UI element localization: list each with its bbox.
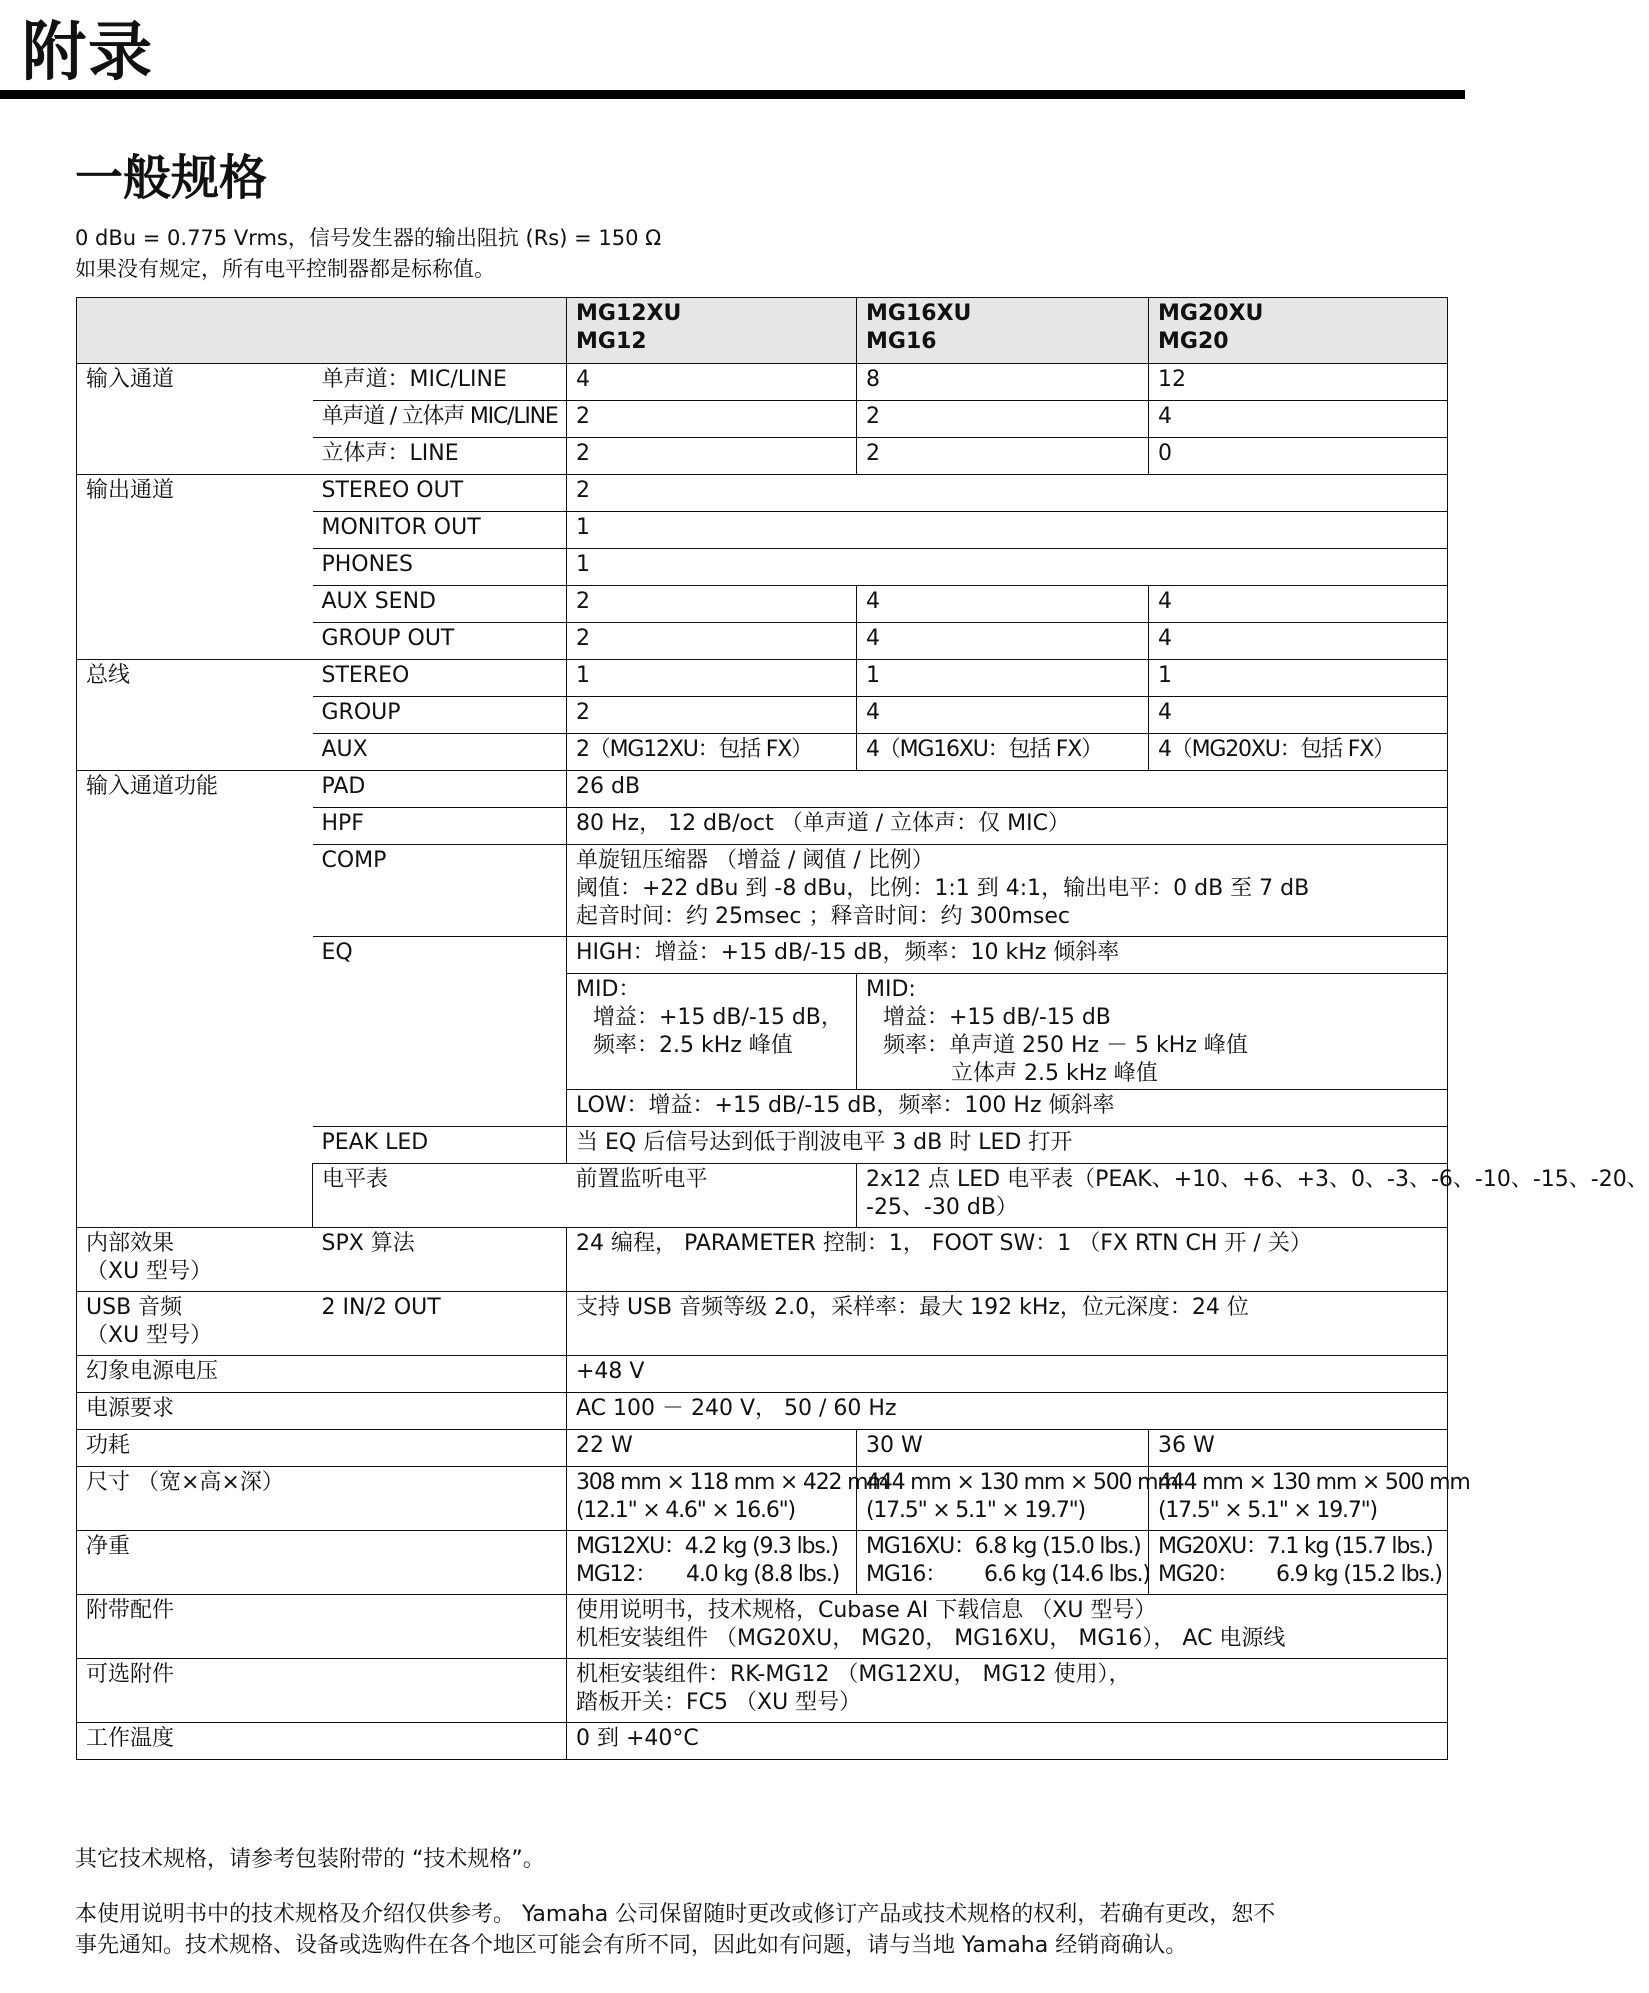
row-label: HPF	[313, 808, 567, 845]
row-label: PAD	[313, 771, 567, 808]
cell: 2（MG12XU：包括 FX）	[567, 734, 857, 771]
row-label: 2 IN/2 OUT	[313, 1292, 567, 1356]
cell: 1	[1149, 660, 1448, 697]
table-row	[77, 1467, 1448, 1531]
cell: 0	[1149, 438, 1448, 475]
cell: 2	[567, 697, 857, 734]
model-header: MG16XU MG16	[857, 298, 1149, 364]
cell: 2	[567, 623, 857, 660]
cell: 4	[857, 623, 1149, 660]
cell: MG16XU：6.8 kg (15.0 lbs.) MG16： 6.6 kg (14.6 lbs.)	[857, 1531, 1149, 1595]
table-header-row	[77, 298, 1448, 364]
group-label: 总线	[77, 660, 313, 771]
cell: 单旋钮压缩器 （增益 / 阈值 / 比例） 阈值：+22 dBu 到 -8 dBu，比例：1:1 到 4:1，输出电平：0 dB 至 7 dB 起音时间：约 25msec ；释音时间：约 300msec	[567, 845, 1448, 937]
row-label: EQ	[313, 937, 567, 1127]
row-label: AUX SEND	[313, 586, 567, 623]
group-label: 尺寸 （宽×高×深）	[77, 1467, 567, 1531]
cell: AC 100 － 240 V， 50 / 60 Hz	[567, 1393, 1448, 1430]
cell: LOW：增益：+15 dB/-15 dB，频率：100 Hz 倾斜率	[567, 1090, 1448, 1127]
cell: 4	[857, 586, 1149, 623]
intro-text	[75, 223, 661, 285]
row-label: PEAK LED	[313, 1127, 567, 1164]
table-row	[77, 1356, 1448, 1393]
cell: 30 W	[857, 1430, 1149, 1467]
disclaimer-line: 本使用说明书中的技术规格及介绍仅供参考。 Yamaha 公司保留随时更改或修订产品或技术规格的权利，若确有更改，恕不	[75, 1902, 1276, 1927]
table-row	[77, 1659, 1448, 1723]
cell: 支持 USB 音频等级 2.0，采样率：最大 192 kHz，位元深度：24 位	[567, 1292, 1448, 1356]
cell: 4	[857, 697, 1149, 734]
row-label: AUX	[313, 734, 567, 771]
group-label: 输入通道	[77, 364, 313, 475]
table-row	[77, 1723, 1448, 1760]
row-label: 单声道 / 立体声 MIC/LINE	[313, 401, 567, 438]
cell: MID: 增益：+15 dB/-15 dB 频率：单声道 250 Hz － 5 kHz 峰值 立体声 2.5 kHz 峰值	[857, 974, 1448, 1090]
group-label: 工作温度	[77, 1723, 567, 1760]
cell: 1	[567, 660, 857, 697]
group-label: 幻象电源电压	[77, 1356, 567, 1393]
cell: 4	[1149, 697, 1448, 734]
table-row	[77, 1292, 1448, 1356]
group-label: 净重	[77, 1531, 567, 1595]
row-label: 立体声：LINE	[313, 438, 567, 475]
table-row	[77, 1393, 1448, 1430]
cell: 12	[1149, 364, 1448, 401]
cell: 26 dB	[567, 771, 1448, 808]
header-empty-cell	[77, 298, 567, 364]
cell: 308 mm × 118 mm × 422 mm (12.1" × 4.6" × 16.6")	[567, 1467, 857, 1531]
row-label: PHONES	[313, 549, 567, 586]
cell: MID： 增益：+15 dB/-15 dB， 频率：2.5 kHz 峰值	[567, 974, 857, 1090]
cell: 4	[1149, 586, 1448, 623]
row-label: GROUP	[313, 697, 567, 734]
row-label: MONITOR OUT	[313, 512, 567, 549]
row-label: COMP	[313, 845, 567, 937]
group-label: 电源要求	[77, 1393, 567, 1430]
cell: 1	[567, 512, 1448, 549]
cell: 36 W	[1149, 1430, 1448, 1467]
group-label: 功耗	[77, 1430, 567, 1467]
model-header: MG12XU MG12	[567, 298, 857, 364]
table-row	[77, 660, 1448, 697]
cell: 22 W	[567, 1430, 857, 1467]
cell: 2	[567, 401, 857, 438]
cell: 4	[567, 364, 857, 401]
cell: 4	[1149, 401, 1448, 438]
cell: MG20XU：7.1 kg (15.7 lbs.) MG20： 6.9 kg (15.2 lbs.)	[1149, 1531, 1448, 1595]
cell: 当 EQ 后信号达到低于削波电平 3 dB 时 LED 打开	[567, 1127, 1448, 1164]
footnote: 其它技术规格，请参考包装附带的 “技术规格”。	[75, 1847, 545, 1872]
row-label: 前置监听电平	[567, 1164, 857, 1228]
cell: 1	[857, 660, 1149, 697]
section-title: 一般规格	[75, 150, 268, 206]
group-label: 输出通道	[77, 475, 313, 660]
group-label: 内部效果 （XU 型号）	[77, 1228, 313, 1292]
row-label: STEREO OUT	[313, 475, 567, 512]
cell: HIGH：增益：+15 dB/-15 dB，频率：10 kHz 倾斜率	[567, 937, 1448, 974]
cell: 24 编程， PARAMETER 控制：1， FOOT SW：1 （FX RTN CH 开 / 关）	[567, 1228, 1448, 1292]
cell: 机柜安装组件：RK-MG12 （MG12XU， MG12 使用）， 踏板开关：FC5 （XU 型号）	[567, 1659, 1448, 1723]
cell: 8	[857, 364, 1149, 401]
model-header: MG20XU MG20	[1149, 298, 1448, 364]
row-label: SPX 算法	[313, 1228, 567, 1292]
spec-table	[76, 297, 1649, 1760]
group-label: USB 音频 （XU 型号）	[77, 1292, 313, 1356]
cell: 2	[567, 475, 1448, 512]
cell: +48 V	[567, 1356, 1448, 1393]
table-row	[77, 364, 1448, 401]
table-row	[77, 1595, 1448, 1659]
cell: 4（MG16XU：包括 FX）	[857, 734, 1149, 771]
group-label: 可选附件	[77, 1659, 567, 1723]
cell: 使用说明书，技术规格，Cubase AI 下载信息 （XU 型号） 机柜安装组件 （MG20XU， MG20， MG16XU， MG16）， AC 电源线	[567, 1595, 1448, 1659]
intro-line: 0 dBu = 0.775 Vrms，信号发生器的输出阻抗 (Rs) = 150 Ω	[75, 226, 662, 250]
table-row	[77, 1228, 1448, 1292]
group-label: 输入通道功能	[77, 771, 313, 1228]
cell: 4（MG20XU：包括 FX）	[1149, 734, 1448, 771]
cell: 2x12 点 LED 电平表（PEAK、+10、+6、+3、0、-3、-6、-10、-15、-20、 -25、-30 dB）	[857, 1164, 1448, 1228]
cell: 444 mm × 130 mm × 500 mm (17.5" × 5.1" × 19.7")	[1149, 1467, 1448, 1531]
cell: 444 mm × 130 mm × 500 mm (17.5" × 5.1" × 19.7")	[857, 1467, 1149, 1531]
row-label: GROUP OUT	[313, 623, 567, 660]
cell: 1	[567, 549, 1448, 586]
intro-line: 如果没有规定，所有电平控制器都是标称值。	[75, 257, 495, 281]
cell: 80 Hz， 12 dB/oct （单声道 / 立体声：仅 MIC）	[567, 808, 1448, 845]
page-title: 附录	[22, 16, 154, 90]
cell: 2	[567, 586, 857, 623]
cell: 2	[567, 438, 857, 475]
table-row	[77, 1531, 1448, 1595]
group-label: 电平表	[313, 1164, 567, 1228]
cell: 2	[857, 401, 1149, 438]
table-row	[77, 475, 1448, 512]
cell: 4	[1149, 623, 1448, 660]
table-row	[77, 1430, 1448, 1467]
cell: 2	[857, 438, 1149, 475]
disclaimer	[75, 1899, 1275, 1961]
row-label: 单声道：MIC/LINE	[313, 364, 567, 401]
group-label: 附带配件	[77, 1595, 567, 1659]
cell: 0 到 +40°C	[567, 1723, 1448, 1760]
row-label: STEREO	[313, 660, 567, 697]
disclaimer-line: 事先通知。技术规格、设备或选购件在各个地区可能会有所不同，因此如有问题，请与当地 Yamaha 经销商确认。	[75, 1933, 1188, 1958]
cell: MG12XU：4.2 kg (9.3 lbs.) MG12： 4.0 kg (8.8 lbs.)	[567, 1531, 857, 1595]
table-row	[77, 771, 1448, 808]
title-rule	[0, 90, 1465, 99]
